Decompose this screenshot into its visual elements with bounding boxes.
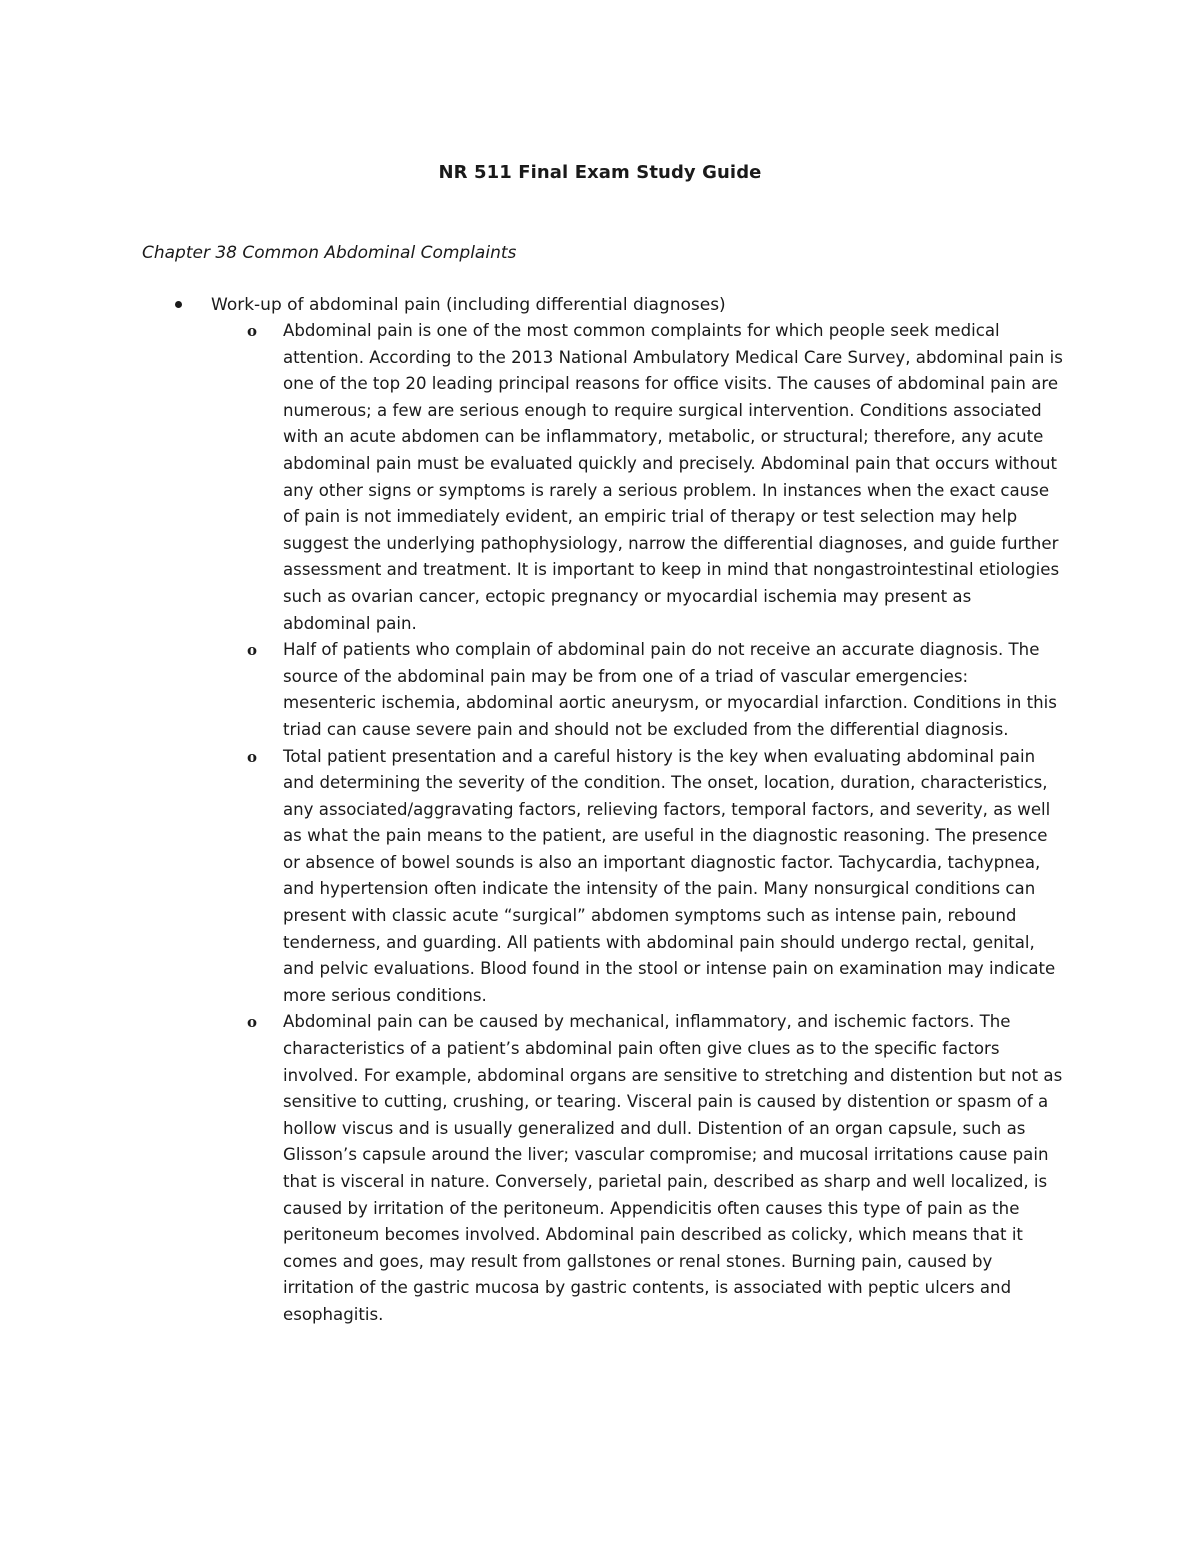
sub-item-text: Abdominal pain can be caused by mechanical, inflammatory, and ischemic factors. The characteristics of a patient’s abdominal pain often give clues as to the specific factors involved. For example, abdominal organs are sensitive to stretching and distention but not as sensitive to cutting, crushing, or tearing. Visceral pain is caused by distention or spasm of a hollow viscus and is usually generalized and dull. Distention of an organ capsule, such as Glisson’s capsule around the liver; vascular compromise; and mucosal irritations cause pain that is visceral in nature. Conversely, parietal pain, described as sharp and well localized, is caused by irritation of the peritoneum. Appendicitis often causes this type of pain as the peritoneum becomes involved. Abdominal pain described as colicky, which means that it comes and goes, may result from gallstones or renal stones. Burning pain, caused by irritation of the gastric mucosa by gastric contents, is associated with peptic ulcers and esophagitis. [283,1012,1063,1324]
sub-list-item [142,637,1063,743]
bullet-item [142,292,1072,1324]
sub-bullet-marker: o [247,322,258,340]
sub-bullet-marker: o [247,1013,258,1032]
bullet-line [142,292,1072,318]
sub-list-item [142,744,1063,1010]
bullet-text: Work-up of abdominal pain (including differential diagnoses) [211,295,726,315]
bullet-dot-icon [175,301,182,308]
sub-list-item [142,318,1063,637]
sub-item-text: Total patient presentation and a careful history is the key when evaluating abdominal pain and determining the severity of the condition. The onset, location, duration, characteristics, any associated/aggravating factors, relieving factors, temporal factors, and severity, as well as what the pain means to the patient, are useful in the diagnostic reasoning. The presence or absence of bowel sounds is also an important diagnostic factor. Tachycardia, tachypnea, and hypertension often indicate the intensity of the pain. Many nonsurgical conditions can present with classic acute “surgical” abdomen symptoms such as intense pain, rebound tenderness, and guarding. All patients with abdominal pain should undergo rectal, genital, and pelvic evaluations. Blood found in the stool or intense pain on examination may indicate more serious conditions. [283,746,1056,1005]
chapter-heading: Chapter 38 Common Abdominal Complaints [142,243,517,263]
sub-item-text: Half of patients who complain of abdominal pain do not receive an accurate diagnosis. The source of the abdominal pain may be from one of a triad of vascular emergencies: mesenteric ischemia, abdominal aortic aneurysm, or myocardial infarction. Conditions in this triad can cause severe pain and should not be excluded from the differential diagnosis. [283,640,1057,739]
sub-item-text: Abdominal pain is one of the most common complaints for which people seek medical attention. According to the 2013 National Ambulatory Medical Care Survey, abdominal pain is one of the top 20 leading principal reasons for office visits. The causes of abdominal pain are numerous; a few are serious enough to require surgical intervention. Conditions associated with an acute abdomen can be inflammatory, metabolic, or structural; therefore, any acute abdominal pain must be evaluated quickly and precisely. Abdominal pain that occurs without any other signs or symptoms is rarely a serious problem. In instances when the exact cause of pain is not immediately evident, an empiric trial of therapy or test selection may help suggest the underlying pathophysiology, narrow the differential diagnoses, and guide further assessment and treatment. It is important to keep in mind that nongastrointestinal etiologies such as ovarian cancer, ectopic pregnancy or myocardial ischemia may present as abdominal pain. [283,321,1063,633]
sub-bullet-marker: o [247,747,258,766]
sub-bullet-marker: o [247,641,258,660]
sub-list-item [142,1009,1063,1328]
document-title: NR 511 Final Exam Study Guide [438,162,762,183]
sub-list [142,318,1072,1329]
